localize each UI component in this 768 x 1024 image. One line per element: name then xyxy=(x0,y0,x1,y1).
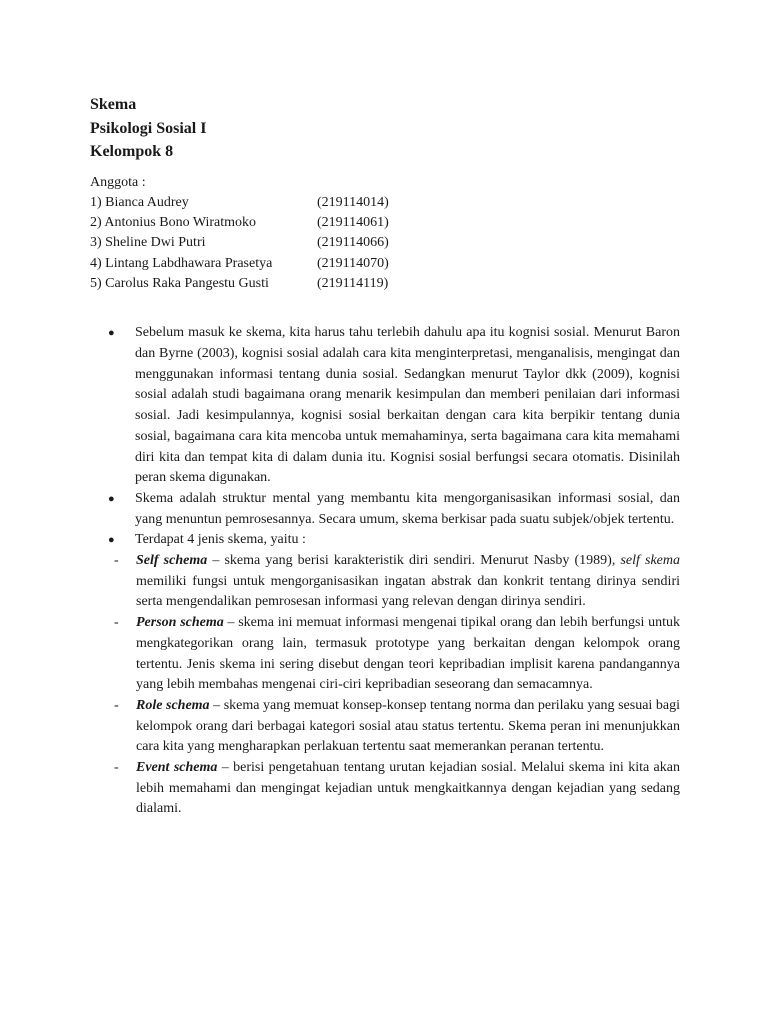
schema-term: Person schema xyxy=(136,615,224,631)
schema-text: – skema yang memuat konsep-konsep tentang norma dan perilaku yang sesuai bagi kelompok orang dari berbagai kategori sosial atau status tertentu. Skema peran ini menunjukkan cara kita yang mengharapkan perlakuan tertentu saat memerankan peranan tertentu. xyxy=(136,697,680,755)
title-block xyxy=(90,93,680,164)
bullet-item-schema-definition xyxy=(90,489,680,530)
schema-text: – skema ini memuat informasi mengenai tipikal orang dan lebih berfungsi untuk mengkategorikan orang lain, termasuk prototype yang berkaitan dengan kelompok orang tertentu. Jenis skema ini sering disebut dengan teori kepribadian implisit karena pandangannya yang lebih membahas mengenai ciri-ciri kepribadian seseorang dan semacamnya. xyxy=(136,615,681,693)
members-label: Anggota : xyxy=(90,174,146,190)
schema-term: Role schema xyxy=(136,697,210,713)
bullet-text: Skema adalah struktur mental yang membantu kita mengorganisasikan informasi sosial, dan yang menuntun pemrosesannya. Secara umum, skema berkisar pada suatu subjek/objek tertentu. xyxy=(135,490,680,527)
course-title: Psikologi Sosial I xyxy=(90,119,207,137)
member-row xyxy=(90,213,680,233)
group-title: Kelompok 8 xyxy=(90,143,174,160)
schema-term: Self schema xyxy=(136,553,208,569)
member-name: 3) Sheline Dwi Putri xyxy=(90,235,206,251)
member-name: 4) Lintang Labdhawara Prasetya xyxy=(90,255,273,271)
schema-item-self xyxy=(90,551,680,613)
dash-icon: - xyxy=(114,553,119,569)
schema-text: – berisi pengetahuan tentang urutan kejadian sosial. Melalui skema ini kita akan lebih memahami dan mengingat kejadian untuk mengkaitkannya dengan kejadian yang sedang dialami. xyxy=(136,760,680,817)
member-name: 1) Bianca Audrey xyxy=(90,194,189,210)
bullet-list xyxy=(90,323,680,551)
member-row xyxy=(90,193,680,213)
bullet-text: Sebelum masuk ke skema, kita harus tahu terlebih dahulu apa itu kognisi sosial. Menurut Baron dan Byrne (2003), kognisi sosial adalah cara kita menginterpretasi, menganalisis, mengingat dan menggunakan informasi tentang dunia sosial. Sedangkan menurut Taylor dkk (2009), kognisi sosial adalah studi bagaimana orang menarik kesimpulan dan memberi penilaian dari informasi sosial. Jadi kesimpulannya, kognisi sosial berkaitan dengan cara kita berpikir tentang dunia sosial, bagaimana cara kita mencoba untuk memahaminya, serta bagaimana cara kita memahami diri kita dan tempat kita di dalam dunia itu. Kognisi sosial berfungsi secara otomatis. Disinilah peran skema digunakan. xyxy=(135,325,680,486)
member-id: (219114066) xyxy=(317,235,389,251)
bullet-icon: ● xyxy=(108,327,115,340)
member-row xyxy=(90,233,680,253)
member-id: (219114061) xyxy=(317,215,389,231)
schema-item-event xyxy=(90,758,680,820)
member-id: (219114014) xyxy=(317,194,389,210)
document-page xyxy=(90,93,680,820)
dash-icon: - xyxy=(114,615,119,631)
member-row xyxy=(90,274,680,294)
member-name: 5) Carolus Raka Pangestu Gusti xyxy=(90,275,269,291)
member-name: 2) Antonius Bono Wiratmoko xyxy=(90,215,257,231)
dash-icon: - xyxy=(114,760,119,776)
schema-term: Event schema xyxy=(136,760,218,776)
doc-title: Skema xyxy=(90,96,137,113)
schema-item-role xyxy=(90,696,680,758)
bullet-icon: ● xyxy=(108,534,115,547)
member-row xyxy=(90,254,680,274)
bullet-icon: ● xyxy=(108,492,115,505)
schema-term-inline: self skema xyxy=(620,553,680,569)
schema-text: – skema yang berisi karakteristik diri sendiri. Menurut Nasby (1989), xyxy=(207,553,621,569)
member-id: (219114119) xyxy=(317,275,389,291)
bullet-item-cognition xyxy=(90,323,680,489)
member-id: (219114070) xyxy=(317,255,389,271)
schema-item-person xyxy=(90,613,680,696)
schema-type-list xyxy=(90,551,680,820)
bullet-item-schema-types xyxy=(90,530,680,551)
members-list xyxy=(90,173,680,295)
schema-text: memiliki fungsi untuk mengorganisasikan ingatan abstrak dan konkrit tentang dirinya sendiri serta mengendalikan pemrosesan informasi yang relevan dengan dirinya sendiri. xyxy=(136,573,680,610)
dash-icon: - xyxy=(114,697,119,713)
bullet-text: Terdapat 4 jenis skema, yaitu : xyxy=(135,532,306,548)
